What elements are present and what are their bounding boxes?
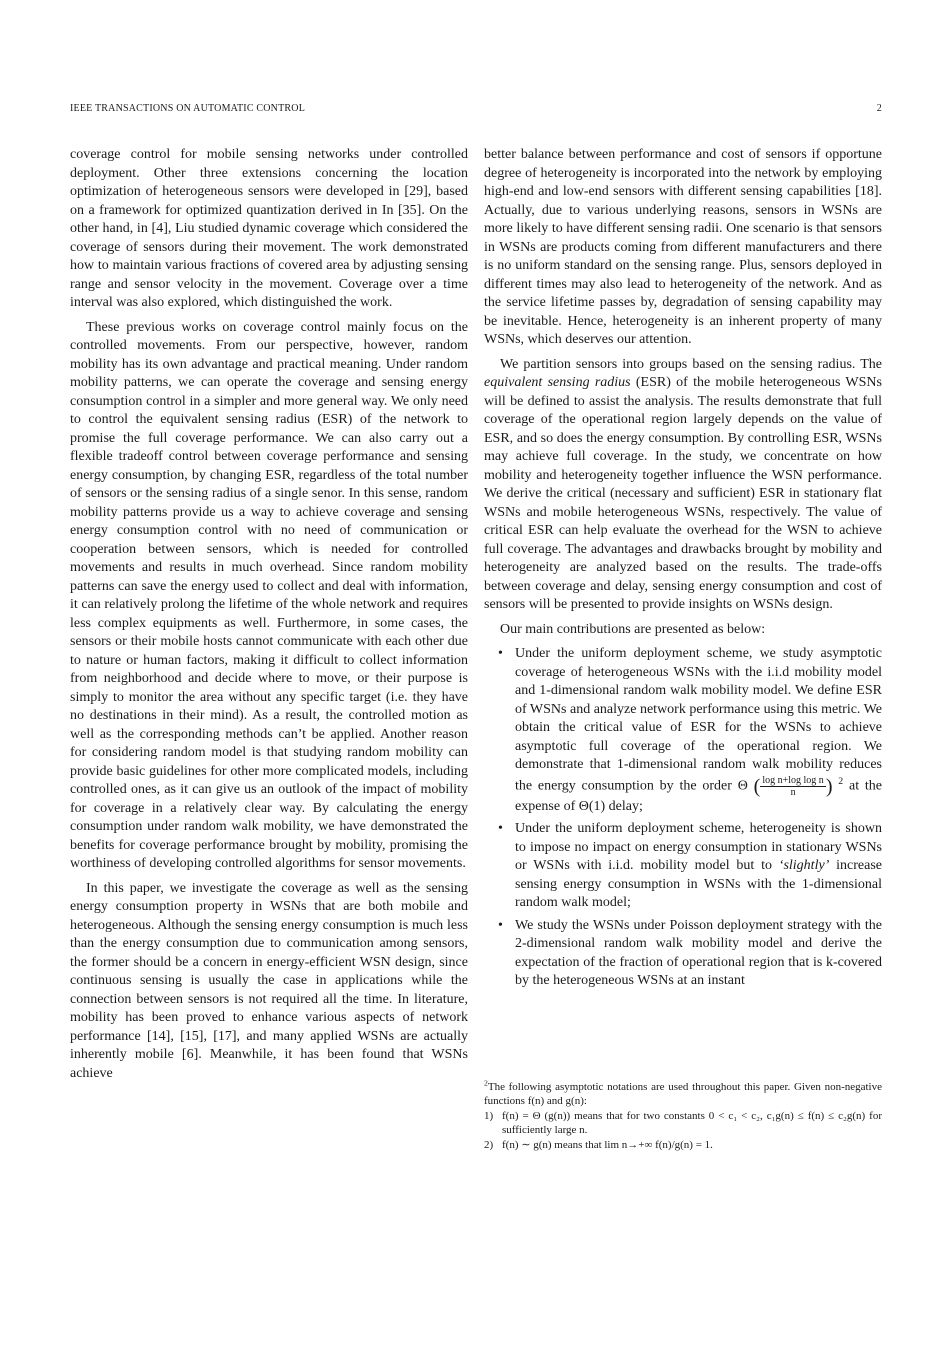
fraction-denominator: n bbox=[790, 786, 796, 798]
text-run: Under the uniform deployment scheme, heterogeneity is shown to impose no impact on energy consumption in stationary WSNs or WSNs with i.i.d. mobility model but to bbox=[515, 821, 882, 873]
footnote-mark: 2 bbox=[484, 1078, 488, 1088]
fraction-numerator: log n+log log n bbox=[762, 774, 824, 786]
list-item bbox=[498, 917, 882, 991]
emphasized-term: ‘slightly’ bbox=[778, 858, 830, 873]
footnote-item-text: f(n) = Θ (g(n)) means that for two constants 0 < c₁ < c₂, c₁g(n) ≤ f(n) ≤ c₂g(n) for sufficiently large n. bbox=[502, 1110, 882, 1136]
text-run: We study the WSNs under Poisson deployment strategy with the 2-dimensional random walk mobility model and derive the expectation of the fraction of operational region that is k-covered by the heterogeneous WSNs at an instant bbox=[515, 917, 882, 988]
right-column bbox=[484, 146, 882, 995]
bullet-icon: • bbox=[498, 821, 503, 836]
text-run: Under the uniform deployment scheme, we study asymptotic coverage of heterogeneous WSNs with the i.i.d mobility model and 1-dimensional random walk mobility model. We define ESR of WSNs and analyze network performance using this metric. We obtain the critical value of ESR for the WSNs to achieve asymptotic full coverage of the operational region. We demonstrate that 1-dimensional random walk mobility reduces the energy consumption by the order Θ bbox=[515, 646, 882, 794]
list-item bbox=[498, 645, 883, 816]
paragraph: better balance between performance and cost of sensors if opportune degree of heterogeneity is incorporated into the network by employing high-end and low-end sensors with different sensing capabilities [18]. Actually, due to various underlying reasons, sensors in WSNs are more likely to have different sensing radii. One scenario is that sensors in WSNs are products coming from different manufacturers and there is no uniform standard on the sensing range. Plus, sensors deployed in different times may also lead to heterogeneity of the network. And as the service lifetime passes by, degradation of sensing capability may be inevitable. Hence, heterogeneity is an inherent property of many WSNs, which deserves our attention. bbox=[484, 147, 882, 347]
text-run: We partition sensors into groups based on the sensing radius. The bbox=[500, 356, 882, 372]
footnote-item-number: 1) bbox=[484, 1110, 494, 1122]
right-paren: ) bbox=[825, 774, 833, 797]
text-run: increase sensing energy consumption in WSNs with the 1-dimensional random walk model; bbox=[515, 858, 883, 910]
text-run: at the expense of Θ(1) delay; bbox=[515, 778, 883, 814]
paragraph: In this paper, we investigate the coverage as well as the sensing energy consumption property in WSNs that are both mobile and heterogeneous. Although the sensing energy consumption is much less than the energy consumption due to communication among sensors, the former should be a concern in energy-efficient WSN design, since continuous sensing is usually the case in applications while the connection between sensors is not required all the time. In literature, mobility has been proved to enhance various aspects of network performance [14], [15], [17], and many applied WSNs are actually inherently mobile [6]. Meanwhile, it has been found that WSNs achieve bbox=[70, 880, 468, 1081]
paragraph: These previous works on coverage control mainly focus on the controlled movements. From our perspective, however, random mobility has its own advantage and practical meaning. Under random mobility patterns, we can operate the coverage and sensing energy consumption control in a simpler and more general way. We only need to control the equivalent sensing radius (ESR) of the network to promise the full coverage performance. We can also carry out a flexible tradeoff control between coverage performance and sensing energy consumption, by changing ESR, regardless of the total number of sensors or the sensing radius of a single senor. In this sense, random mobility patterns provide us a way to achieve coverage and sensing energy consumption control with no need of communication or cooperation between sensors, which is needed for controlled movements and results in much overhead. Since random mobility patterns can save the energy used to collect and deal with information, it can relatively prolong the lifetime of the whole network and requires less complex equipments as well. Furthermore, in some cases, the sensors or their mobile hosts cannot communicate with each other due to nature or human factors, making it difficult to collect information from neighborhood and decide where to move, or their purpose is simply to monitor the area without any specific target (i.e. they have no destinations in their mind). As a result, the controlled motion as well as the corresponding methods can’t be applied. Another reason for considering random model is that studying random mobility can provide basic guidelines for other more complicated models, including controlled ones, as it can give us an outlook of the impact of mobility for coverage in a relatively clear way. By calculating the energy consumption under random walk mobility, we have demonstrated the benefits for coverage performance brought by mobility, promising the worthiness of developing controlled algorithms for sensor movements. bbox=[70, 319, 468, 871]
contributions-list bbox=[484, 645, 882, 991]
footnote-item bbox=[484, 1109, 882, 1137]
text-run: (ESR) of the mobile heterogeneous WSNs will be defined to assist the analysis. The results demonstrate that full coverage of the operational region largely depends on the value of ESR, and so does the energy consumption. By controlling ESR, WSNs may achieve full coverage. In the study, we concentrate on how mobility and heterogeneity together influence the WSN performance. We derive the critical (necessary and sufficient) ESR in stationary flat WSNs and mobile heterogeneous WSNs, respectively. The value of critical ESR can help evaluate the overhead for the WSN to achieve full coverage. The advantages and drawbacks brought by mobility and heterogeneity are analyzed based on the results. The trade-offs between coverage and delay, sensing energy consumption and cost of sensors will be presented to provide insights on WSNs design. bbox=[484, 375, 882, 612]
left-paren: ( bbox=[753, 774, 761, 797]
footnote-item-number: 2) bbox=[484, 1139, 494, 1151]
bullet-icon: • bbox=[498, 917, 503, 933]
paragraph bbox=[484, 356, 882, 615]
paragraph: Our main contributions are presented as below: bbox=[500, 621, 766, 637]
bullet-icon: • bbox=[498, 646, 503, 661]
footnote bbox=[484, 1080, 882, 1152]
journal-title: IEEE TRANSACTIONS ON AUTOMATIC CONTROL bbox=[70, 103, 306, 114]
left-column bbox=[70, 146, 468, 1083]
footnote-item-text: f(n) ∼ g(n) means that lim n→+∞ f(n)/g(n) = 1. bbox=[502, 1139, 713, 1151]
footnote-intro bbox=[484, 1080, 882, 1108]
page-number: 2 bbox=[876, 103, 882, 114]
fraction bbox=[760, 775, 825, 798]
footnote-item bbox=[484, 1138, 882, 1152]
emphasized-term: equivalent sensing radius bbox=[484, 375, 631, 390]
footnote-marker: 2 bbox=[838, 775, 844, 787]
paragraph: coverage control for mobile sensing networks under controlled deployment. Other three extensions concerning the location optimization of heterogeneous sensors were developed in [29], based on a framework for optimized quantization derived in In [35]. On the other hand, in [4], Liu studied dynamic coverage which considered the coverage of sensors during their movement. The work demonstrated how to maintain various fractions of covered area by adjusting sensing range and sensor velocity in the movement. Coverage over a time interval was also explored, which distinguished the work. bbox=[70, 147, 468, 310]
list-item bbox=[498, 820, 883, 913]
footnote-text: The following asymptotic notations are used throughout this paper. Given non-negative functions f(n) and g(n): bbox=[484, 1081, 882, 1107]
